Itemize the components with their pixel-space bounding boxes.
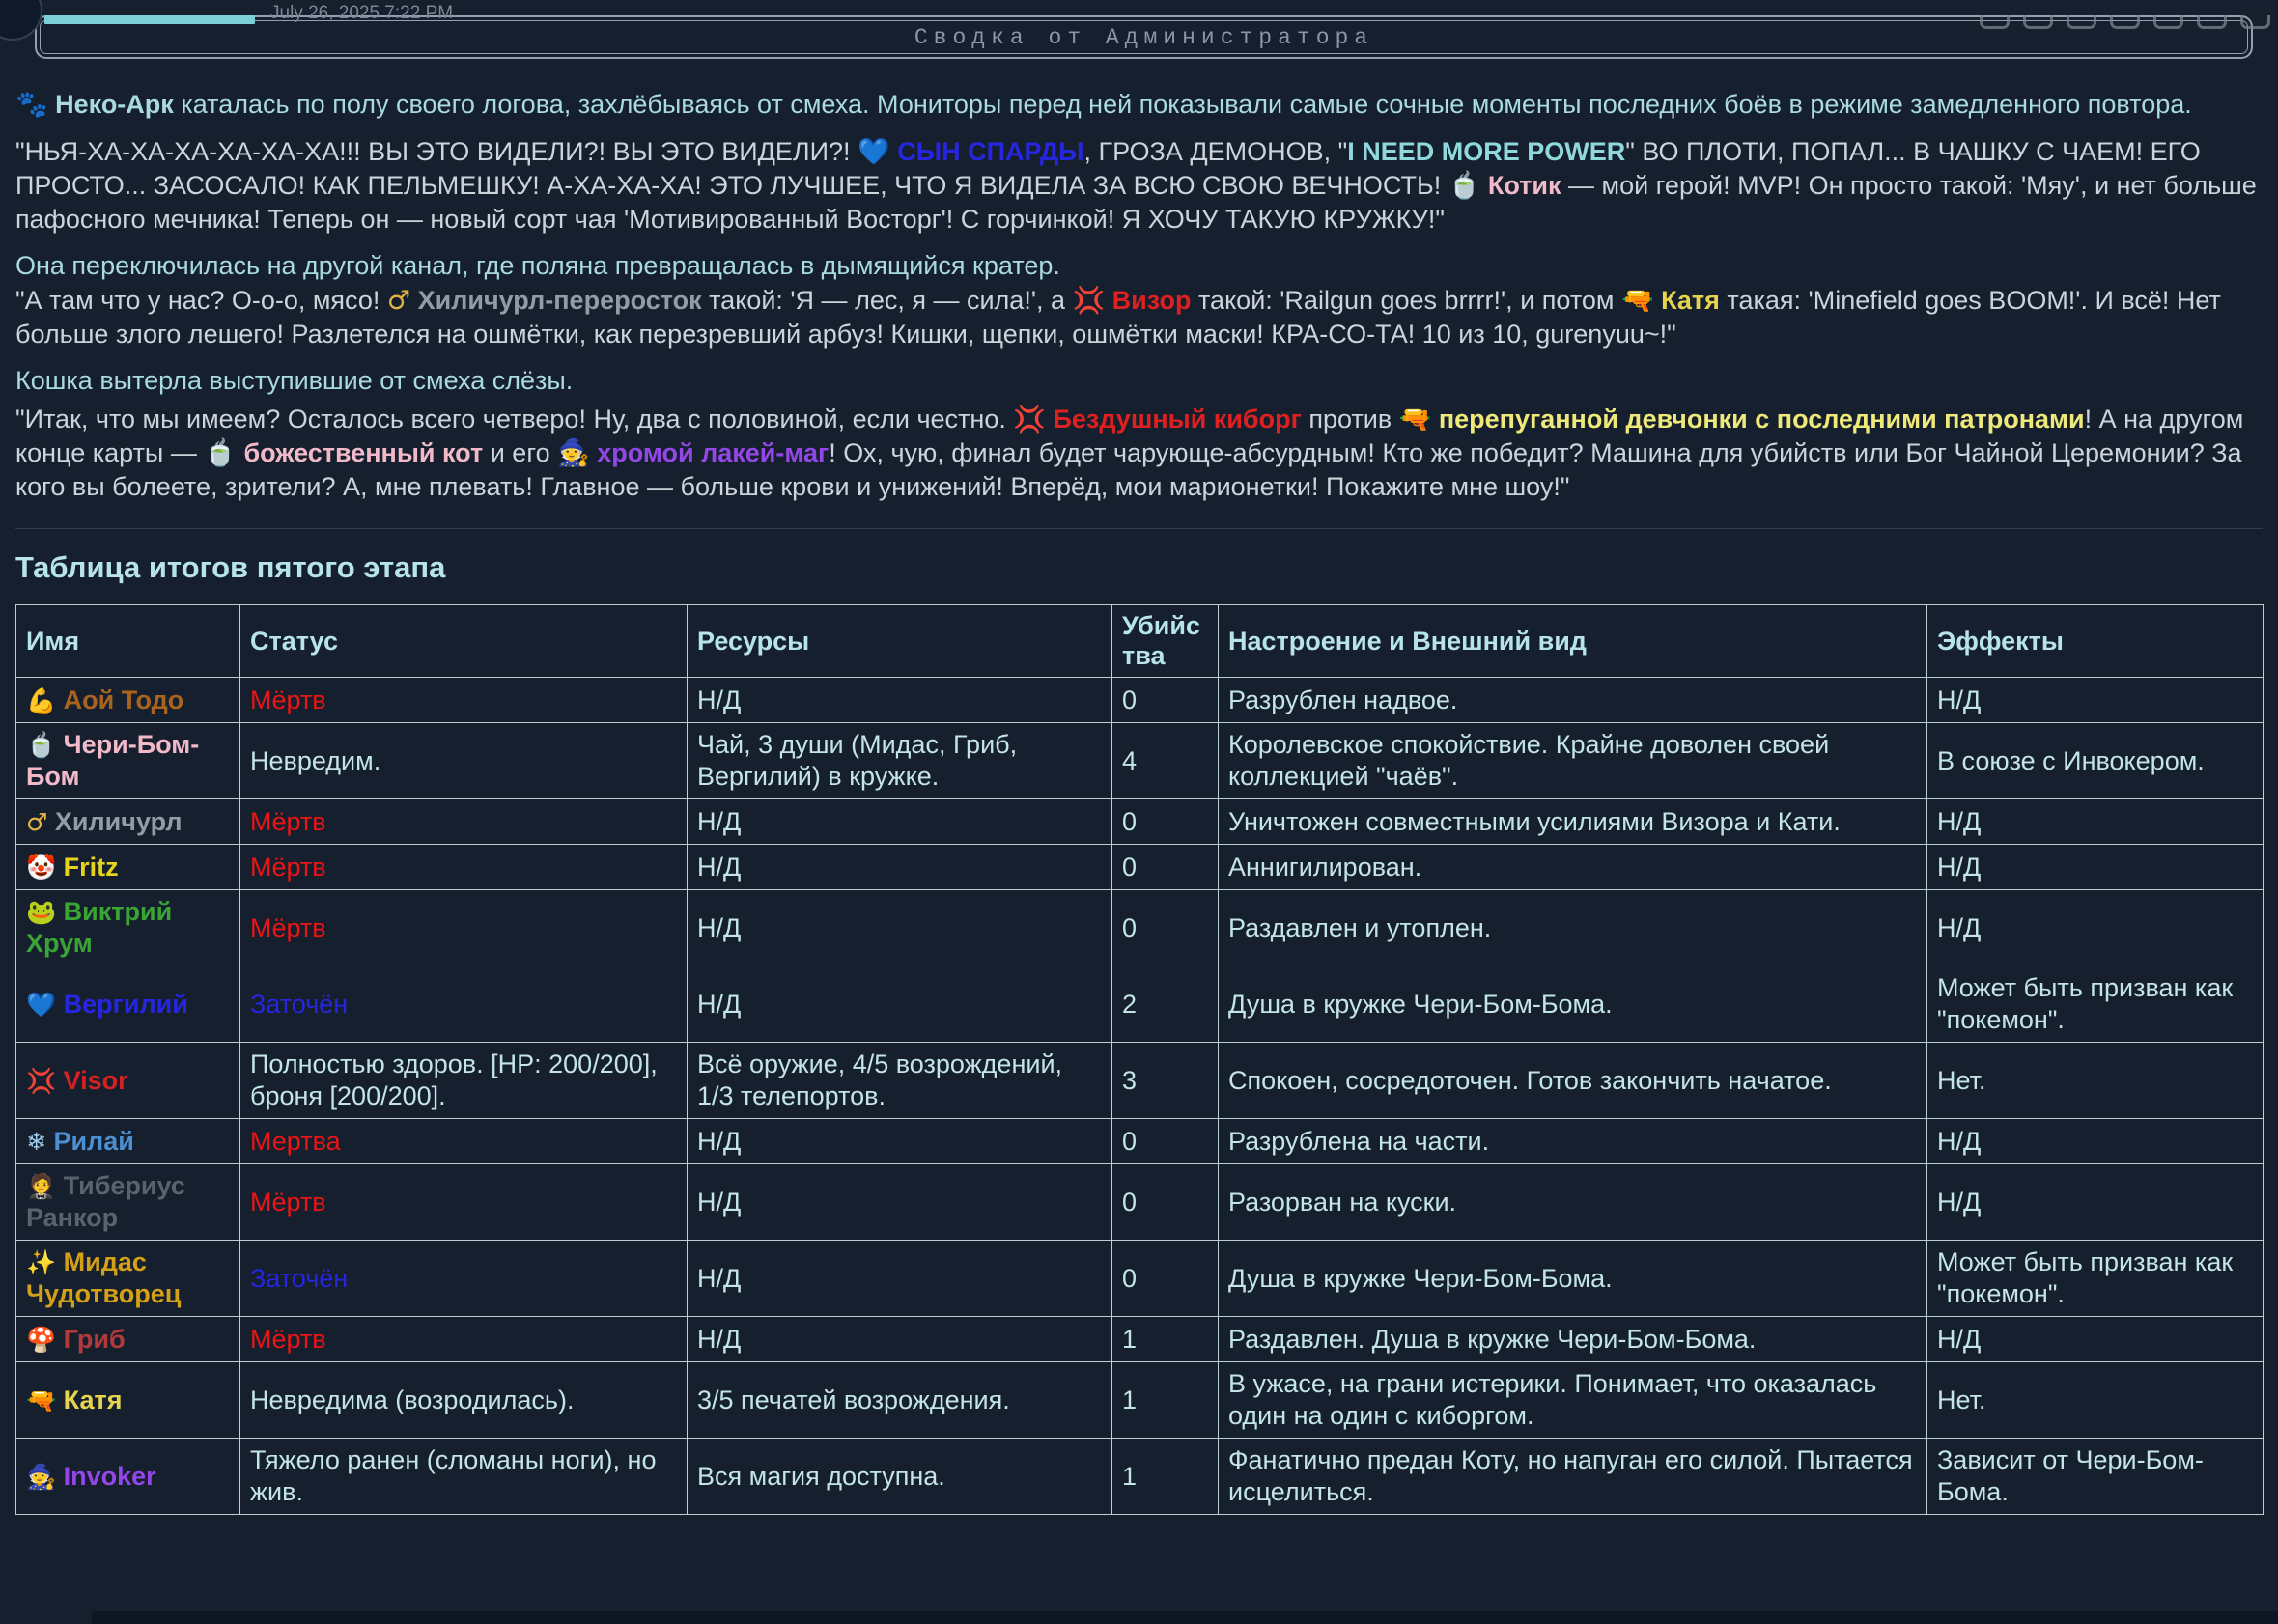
paragraph bbox=[15, 135, 2263, 236]
status-cell: Мёртв bbox=[240, 799, 688, 845]
kills-cell: 0 bbox=[1112, 890, 1219, 966]
kills-cell: 0 bbox=[1112, 1164, 1219, 1241]
column-header: Имя bbox=[16, 605, 240, 678]
text-segment: и его bbox=[483, 438, 558, 467]
table-heading: Таблица итогов пятого этапа bbox=[15, 550, 446, 584]
player-name: Хиличурл bbox=[47, 806, 183, 836]
mood-cell: Раздавлен. Душа в кружке Чери-Бом-Бома. bbox=[1219, 1317, 1927, 1362]
text-segment bbox=[1654, 286, 1662, 315]
divider bbox=[15, 528, 2263, 529]
table-row bbox=[16, 799, 2264, 845]
effects-cell: Н/Д bbox=[1927, 1317, 2264, 1362]
text-segment bbox=[1431, 405, 1439, 434]
mood-cell: Душа в кружке Чери-Бом-Бома. bbox=[1219, 966, 1927, 1043]
text-segment: перепуганной девчонки с последними патронами bbox=[1438, 405, 2085, 434]
effects-cell: В союзе с Инвокером. bbox=[1927, 723, 2264, 799]
player-name: Рилай bbox=[45, 1126, 134, 1156]
table-row bbox=[16, 1119, 2264, 1164]
paragraph bbox=[15, 364, 2263, 397]
resources-cell: Н/Д bbox=[688, 799, 1112, 845]
water-gun-emoji: 🔫 bbox=[1620, 286, 1654, 316]
mood-cell: Аннигилирован. bbox=[1219, 845, 1927, 890]
text-segment: каталась по полу своего логова, захлёбываясь от смеха. Мониторы перед ней показывали самые сочные моменты последних боёв в режиме замедленного повтора. bbox=[173, 90, 2192, 119]
teacup-emoji: 🍵 bbox=[204, 438, 237, 468]
text-segment: божественный кот bbox=[243, 438, 484, 467]
table-row bbox=[16, 723, 2264, 799]
table-row bbox=[16, 1164, 2264, 1241]
resources-cell: Н/Д bbox=[688, 845, 1112, 890]
timestamp-text: July 26, 2025 7:22 PM bbox=[270, 3, 454, 23]
timestamp bbox=[270, 3, 454, 24]
player-cell bbox=[16, 966, 240, 1043]
kills-cell: 4 bbox=[1112, 723, 1219, 799]
column-header: Статус bbox=[240, 605, 688, 678]
resources-cell: Н/Д bbox=[688, 1164, 1112, 1241]
resources-cell: Н/Д bbox=[688, 1317, 1112, 1362]
text-segment: Она переключилась на другой канал, где поляна превращалась в дымящийся кратер. bbox=[15, 251, 1060, 280]
table-row bbox=[16, 890, 2264, 966]
resources-cell: Н/Д bbox=[688, 678, 1112, 723]
player-name: Invoker bbox=[56, 1461, 156, 1491]
player-cell bbox=[16, 1439, 240, 1515]
snowflake-emoji: ❄ bbox=[26, 1127, 46, 1156]
mood-cell: Спокоен, сосредоточен. Готов закончить начатое. bbox=[1219, 1043, 1927, 1119]
player-cell bbox=[16, 1043, 240, 1119]
player-cell bbox=[16, 845, 240, 890]
resources-cell: Н/Д bbox=[688, 966, 1112, 1043]
table-row bbox=[16, 1439, 2264, 1515]
player-name: Гриб bbox=[56, 1324, 126, 1354]
player-name: Катя bbox=[56, 1385, 123, 1414]
player-cell bbox=[16, 723, 240, 799]
more-icon[interactable] bbox=[2240, 15, 2270, 29]
effects-cell: Нет. bbox=[1927, 1362, 2264, 1439]
player-name: Visor bbox=[56, 1065, 128, 1095]
mage-emoji: 🧙 bbox=[26, 1462, 57, 1491]
player-name: Fritz bbox=[56, 852, 119, 882]
mood-cell: Фанатично предан Коту, но напуган его силой. Пытается исцелиться. bbox=[1219, 1439, 1927, 1515]
text-segment: " ВО ПЛОТИ, ПОПАЛ... В ЧАШКУ С ЧАЕМ! ЕГО ПРОСТО... ЗАСОСАЛО! КАК ПЕЛЬМЕШКУ! А-ХА-ХА-ХА! ЭТО ЛУЧШЕЕ, ЧТО Я ВИДЕЛА ЗА ВСЮ СВОЮ ВЕЧНОСТЬ! bbox=[15, 137, 2201, 200]
mood-cell: В ужасе, на грани истерики. Понимает, что оказалась один на один с киборгом. bbox=[1219, 1362, 1927, 1439]
status-cell: Невредима (возродилась). bbox=[240, 1362, 688, 1439]
column-header: Настроение и Внешний вид bbox=[1219, 605, 1927, 678]
text-segment: Визор bbox=[1111, 286, 1192, 315]
text-segment: Неко-Арк bbox=[55, 90, 174, 119]
effects-cell: Н/Д bbox=[1927, 845, 2264, 890]
text-segment: I NEED MORE POWER bbox=[1347, 137, 1626, 166]
mushroom-emoji: 🍄 bbox=[26, 1325, 57, 1354]
effects-cell: Может быть призван как "покемон". bbox=[1927, 966, 2264, 1043]
text-segment: такая: 'Minefield goes BOOM!'. И всё! Нет больше злого лешего! Разлетелся на ошмётки, как перезревший арбуз! Кишки, щепки, ошмётки маски! КРА-СО-ТА! 10 из 10, gurenyuu~!" bbox=[15, 286, 2221, 349]
text-segment: Бездушный киборг bbox=[1053, 405, 1302, 434]
kills-cell: 0 bbox=[1112, 1241, 1219, 1317]
table-header-row bbox=[16, 605, 2264, 678]
text-segment bbox=[1480, 171, 1488, 200]
mood-cell: Разорван на куски. bbox=[1219, 1164, 1927, 1241]
summary-title: Сводка от Администратора bbox=[914, 24, 1374, 50]
teacup-emoji: 🍵 bbox=[26, 731, 57, 759]
reply-icon[interactable] bbox=[2023, 15, 2053, 29]
text-segment: ! Ох, чую, финал будет чарующе-абсурдным! Кто же победит? Машина для убийств или Бог Чайной Церемонии? За кого вы болеете, зрители? А, мне плевать! Главное — больше крови и унижений! Вперёд, мои марионетки! Покажите мне шоу!" bbox=[15, 438, 2242, 501]
text-segment: против bbox=[1301, 405, 1399, 434]
player-name: Тибериус Ранкор bbox=[26, 1171, 185, 1232]
anger-symbol-emoji: 💢 bbox=[1013, 405, 1046, 434]
resources-cell: 3/5 печатей возрождения. bbox=[688, 1362, 1112, 1439]
column-header: Эффекты bbox=[1927, 605, 2264, 678]
player-cell bbox=[16, 1119, 240, 1164]
male-sign-emoji: ♂ bbox=[26, 807, 48, 836]
effects-cell: Н/Д bbox=[1927, 678, 2264, 723]
text-segment: ! А на другом конце карты — bbox=[15, 405, 2244, 467]
text-segment bbox=[1105, 286, 1112, 315]
text-segment: такой: 'Railgun goes brrrr!', и потом bbox=[1191, 286, 1621, 315]
text-segment: "НЬЯ-ХА-ХА-ХА-ХА-ХА-ХА!!! ВЫ ЭТО ВИДЕЛИ?! ВЫ ЭТО ВИДЕЛИ?! bbox=[15, 137, 858, 166]
table-row bbox=[16, 678, 2264, 723]
mood-cell: Уничтожен совместными усилиями Визора и Кати. bbox=[1219, 799, 1927, 845]
kills-cell: 0 bbox=[1112, 678, 1219, 723]
page bbox=[0, 3, 2278, 1624]
text-segment: Катя bbox=[1661, 286, 1720, 315]
message-toolbar bbox=[1980, 15, 2270, 27]
player-cell bbox=[16, 1164, 240, 1241]
narrative bbox=[15, 88, 2263, 503]
paragraph bbox=[15, 284, 2263, 350]
kills-cell: 1 bbox=[1112, 1362, 1219, 1439]
table-row bbox=[16, 1241, 2264, 1317]
blue-heart-emoji: 💙 bbox=[858, 137, 890, 167]
kills-cell: 1 bbox=[1112, 1317, 1219, 1362]
frog-emoji: 🐸 bbox=[26, 898, 57, 926]
edit-icon[interactable] bbox=[2197, 15, 2227, 29]
text-segment: СЫН СПАРДЫ bbox=[897, 137, 1084, 166]
resources-cell: Чай, 3 души (Мидас, Гриб, Вергилий) в кружке. bbox=[688, 723, 1112, 799]
text-segment bbox=[48, 90, 56, 119]
clock-icon[interactable] bbox=[2110, 15, 2140, 29]
bottom-strip bbox=[92, 1611, 2278, 1624]
male-sign-emoji: ♂ bbox=[386, 286, 411, 316]
effects-cell: Н/Д bbox=[1927, 1164, 2264, 1241]
text-segment bbox=[410, 286, 418, 315]
text-segment bbox=[1046, 405, 1054, 434]
resources-cell: Всё оружие, 4/5 возрождений, 1/3 телепортов. bbox=[688, 1043, 1112, 1119]
table-row bbox=[16, 1317, 2264, 1362]
clown-face-emoji: 🤡 bbox=[26, 853, 57, 882]
text-segment: хромой лакей-маг bbox=[597, 438, 830, 467]
person-in-tuxedo-emoji: 🤵 bbox=[26, 1172, 57, 1200]
pin-icon[interactable] bbox=[2153, 15, 2183, 29]
mood-cell: Разрублен надвое. bbox=[1219, 678, 1927, 723]
status-cell: Невредим. bbox=[240, 723, 688, 799]
column-header: Убийства bbox=[1112, 605, 1219, 678]
mage-emoji: 🧙 bbox=[557, 438, 590, 468]
mood-cell: Разрублена на части. bbox=[1219, 1119, 1927, 1164]
effects-cell: Н/Д bbox=[1927, 1119, 2264, 1164]
resources-cell: Вся магия доступна. bbox=[688, 1439, 1112, 1515]
paragraph bbox=[15, 88, 2263, 122]
player-cell bbox=[16, 1317, 240, 1362]
player-name: Мидас Чудотворец bbox=[26, 1247, 182, 1308]
message-header bbox=[44, 3, 454, 24]
text-segment: Кошка вытерла выступившие от смеха слёзы. bbox=[15, 366, 574, 395]
sparkles-emoji: ✨ bbox=[26, 1248, 57, 1276]
kills-cell: 0 bbox=[1112, 1119, 1219, 1164]
player-cell bbox=[16, 890, 240, 966]
resources-cell: Н/Д bbox=[688, 890, 1112, 966]
text-segment: такой: 'Я — лес, я — сила!', а bbox=[701, 286, 1073, 315]
status-cell: Заточён bbox=[240, 966, 688, 1043]
kills-cell: 2 bbox=[1112, 966, 1219, 1043]
reaction-icon[interactable] bbox=[1980, 15, 2010, 29]
table-row bbox=[16, 845, 2264, 890]
kills-cell: 0 bbox=[1112, 845, 1219, 890]
status-cell: Мёртв bbox=[240, 890, 688, 966]
status-cell: Тяжело ранен (сломаны ноги), но жив. bbox=[240, 1439, 688, 1515]
water-gun-emoji: 🔫 bbox=[1398, 405, 1432, 434]
table-row bbox=[16, 966, 2264, 1043]
kills-cell: 3 bbox=[1112, 1043, 1219, 1119]
author-name bbox=[44, 15, 255, 24]
status-cell: Мёртв bbox=[240, 845, 688, 890]
resources-cell: Н/Д bbox=[688, 1119, 1112, 1164]
mood-cell: Королевское спокойствие. Крайне доволен своей коллекцией "чаёв". bbox=[1219, 723, 1927, 799]
column-header: Ресурсы bbox=[688, 605, 1112, 678]
water-gun-emoji: 🔫 bbox=[26, 1386, 57, 1414]
kills-cell: 1 bbox=[1112, 1439, 1219, 1515]
resources-cell: Н/Д bbox=[688, 1241, 1112, 1317]
table-row bbox=[16, 1043, 2264, 1119]
status-cell: Мёртв bbox=[240, 1164, 688, 1241]
paragraph bbox=[15, 403, 2263, 503]
anger-symbol-emoji: 💢 bbox=[26, 1066, 57, 1095]
status-cell: Мертва bbox=[240, 1119, 688, 1164]
anger-symbol-emoji: 💢 bbox=[1072, 286, 1106, 316]
mood-cell: Раздавлен и утоплен. bbox=[1219, 890, 1927, 966]
effects-cell: Нет. bbox=[1927, 1043, 2264, 1119]
table-row bbox=[16, 1362, 2264, 1439]
kills-cell: 0 bbox=[1112, 799, 1219, 845]
text-segment: "А там что у нас? О-о-о, мясо! bbox=[15, 286, 387, 315]
player-name: Аой Тодо bbox=[56, 685, 184, 714]
message-content bbox=[0, 88, 2278, 1515]
status-cell: Заточён bbox=[240, 1241, 688, 1317]
emoji-icon[interactable] bbox=[2067, 15, 2096, 29]
player-cell bbox=[16, 678, 240, 723]
player-name: Чери-Бом-Бом bbox=[26, 730, 200, 791]
player-cell bbox=[16, 1362, 240, 1439]
player-name: Виктрий Хрум bbox=[26, 897, 173, 958]
paragraph bbox=[15, 249, 2263, 282]
effects-cell: Н/Д bbox=[1927, 890, 2264, 966]
effects-cell: Н/Д bbox=[1927, 799, 2264, 845]
status-cell: Мёртв bbox=[240, 678, 688, 723]
teacup-emoji: 🍵 bbox=[1448, 171, 1481, 201]
blue-heart-emoji: 💙 bbox=[26, 990, 57, 1019]
results-table bbox=[15, 604, 2264, 1515]
text-segment: , ГРОЗА ДЕМОНОВ, " bbox=[1083, 137, 1348, 166]
paw-prints-emoji: 🐾 bbox=[15, 90, 48, 120]
text-segment: "Итак, что мы имеем? Осталось всего четверо! Ну, два с половиной, если честно. bbox=[15, 405, 1014, 434]
player-cell bbox=[16, 1241, 240, 1317]
text-segment: Котик bbox=[1487, 171, 1561, 200]
effects-cell: Может быть призван как "покемон". bbox=[1927, 1241, 2264, 1317]
effects-cell: Зависит от Чери-Бом-Бома. bbox=[1927, 1439, 2264, 1515]
text-segment: — мой герой! MVP! Он просто такой: 'Мяу', и нет больше пафосного мечника! Теперь он — новый сорт чая 'Мотивированный Восторг'! С горчинкой! Я ХОЧУ ТАКУЮ КРУЖКУ!" bbox=[15, 171, 2257, 234]
status-cell: Полностью здоров. [HP: 200/200], броня [200/200]. bbox=[240, 1043, 688, 1119]
flexed-biceps-emoji: 💪 bbox=[26, 686, 57, 714]
text-segment: Хиличурл-переросток bbox=[417, 286, 702, 315]
player-cell bbox=[16, 799, 240, 845]
status-cell: Мёртв bbox=[240, 1317, 688, 1362]
mood-cell: Душа в кружке Чери-Бом-Бома. bbox=[1219, 1241, 1927, 1317]
player-name: Вергилий bbox=[56, 989, 188, 1019]
